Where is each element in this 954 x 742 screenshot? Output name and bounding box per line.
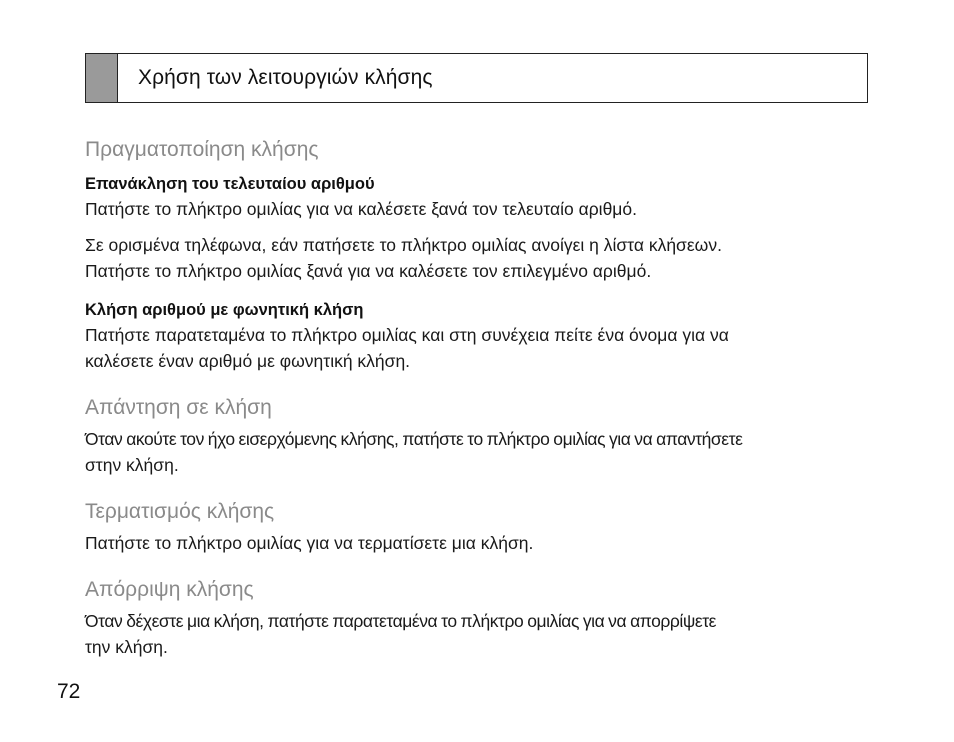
section-heading-reject: Απόρριψη κλήσης xyxy=(85,578,254,601)
voice-dial-paragraph-line-2: καλέσετε έναν αριθμό με φωνητική κλήση. xyxy=(85,351,411,371)
answer-block xyxy=(85,426,875,478)
section-heading-make-call: Πραγματοποίηση κλήσης xyxy=(85,138,319,161)
voice-dial-paragraph-line-1: Πατήστε παρατεταμένα το πλήκτρο ομιλίας και στη συνέχεια πείτε ένα όνομα για να xyxy=(85,325,729,345)
redial-paragraph-2-line-2: Πατήστε το πλήκτρο ομιλίας ξανά για να καλέσετε τον επιλεγμένο αριθμό. xyxy=(85,261,652,281)
redial-paragraph-2 xyxy=(85,232,875,284)
redial-paragraph-1: Πατήστε το πλήκτρο ομιλίας για να καλέσετε ξανά τον τελευταίο αριθμό. xyxy=(85,199,637,219)
reject-block xyxy=(85,608,875,660)
chapter-title: Χρήση των λειτουργιών κλήσης xyxy=(138,66,433,89)
section-heading-end: Τερματισμός κλήσης xyxy=(85,500,275,523)
subheading-redial: Επανάκληση του τελευταίου αριθμού xyxy=(85,175,375,193)
reject-paragraph-line-1: Όταν δέχεστε μια κλήση, πατήστε παρατεταμένα το πλήκτρο ομιλίας για να απορρίψετε xyxy=(85,611,717,631)
reject-paragraph-line-2: την κλήση. xyxy=(85,637,168,657)
end-paragraph: Πατήστε το πλήκτρο ομιλίας για να τερματίσετε μια κλήση. xyxy=(85,533,534,553)
redial-block xyxy=(85,172,875,284)
answer-paragraph-line-1: Όταν ακούτε τον ήχο εισερχόμενης κλήσης, πατήστε το πλήκτρο ομιλίας για να απαντήσετε xyxy=(85,429,743,449)
section-heading-answer: Απάντηση σε κλήση xyxy=(85,396,272,419)
end-block xyxy=(85,530,875,556)
header-accent-bar xyxy=(86,54,118,102)
voice-dial-block xyxy=(85,298,875,374)
page-content xyxy=(85,134,875,660)
page-number: 72 xyxy=(57,680,81,703)
chapter-header xyxy=(85,53,868,103)
redial-paragraph-2-line-1: Σε ορισμένα τηλέφωνα, εάν πατήσετε το πλήκτρο ομιλίας ανοίγει η λίστα κλήσεων. xyxy=(85,235,722,255)
answer-paragraph-line-2: στην κλήση. xyxy=(85,455,179,475)
subheading-voice-dial: Κλήση αριθμού με φωνητική κλήση xyxy=(85,301,364,319)
